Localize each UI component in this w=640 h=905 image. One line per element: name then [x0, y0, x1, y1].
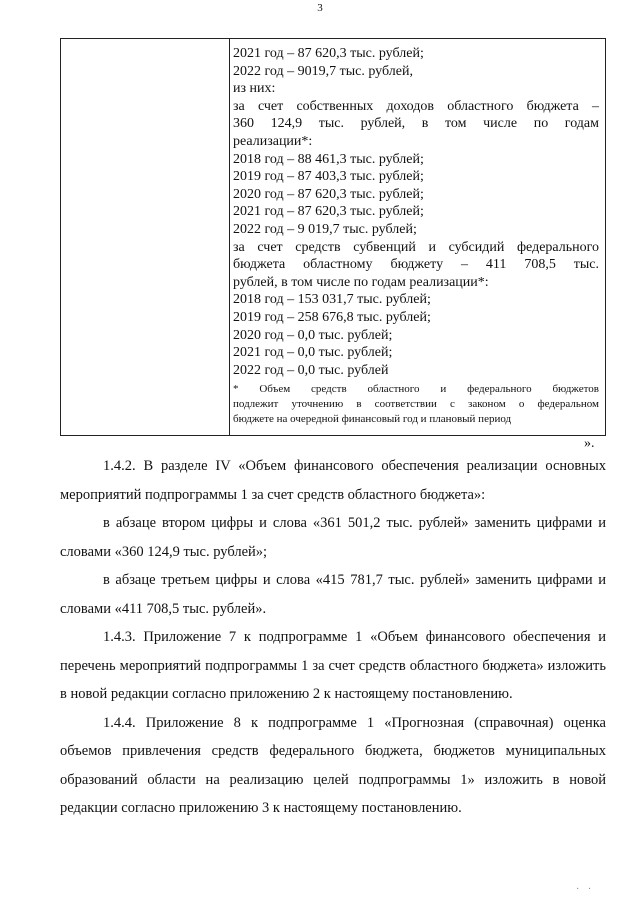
funding-line: 360 124,9 тыс. рублей, в том числе по годам: [233, 116, 599, 132]
funding-line: 2019 год – 87 403,3 тыс. рублей;: [233, 169, 424, 185]
table-footnote: [233, 382, 599, 427]
funding-line: 2021 год – 0,0 тыс. рублей;: [233, 345, 393, 361]
footnote-line: * Объем средств областного и федерального бюджетов: [233, 383, 599, 396]
funding-line: 2022 год – 9019,7 тыс. рублей,: [233, 63, 413, 79]
paragraph-replace-second: в абзаце втором цифры и слова «361 501,2 тыс. рублей» заменить цифрами и словами «360 124,9 тыс. рублей»;: [60, 515, 606, 560]
document-body: [60, 452, 606, 823]
funding-lines: [233, 45, 599, 379]
funding-line: 2021 год – 87 620,3 тыс. рублей;: [233, 46, 424, 61]
funding-line: бюджета областному бюджету – 411 708,5 тыс.: [233, 257, 599, 273]
table-column-divider: [229, 39, 230, 435]
paragraph-1-4-2: 1.4.2. В разделе IV «Объем финансового обеспечения реализации основных мероприятий подпрограммы 1 за счет средств областного бюджета»:: [60, 458, 606, 503]
funding-line: 2018 год – 153 031,7 тыс. рублей;: [233, 292, 431, 308]
funding-line: 2021 год – 87 620,3 тыс. рублей;: [233, 204, 424, 220]
scan-mark: · ·: [576, 884, 595, 895]
funding-line: 2019 год – 258 676,8 тыс. рублей;: [233, 309, 431, 325]
paragraph-1-4-3: 1.4.3. Приложение 7 к подпрограмме 1 «Объем финансового обеспечения и перечень мероприятий подпрограммы 1 за счет средств областного бюджета» изложить в новой редакции согласно приложению 2 к настоящему постановлению.: [60, 629, 606, 702]
page-number: 3: [317, 2, 323, 14]
paragraph-replace-third: в абзаце третьем цифры и слова «415 781,7 тыс. рублей» заменить цифрами и словами «411 708,5 тыс. рублей».: [60, 572, 606, 617]
table-right-cell: [233, 45, 599, 427]
financing-table: [60, 38, 606, 436]
funding-line: 2020 год – 87 620,3 тыс. рублей;: [233, 186, 424, 202]
funding-line: из них:: [233, 81, 276, 97]
funding-line: рублей, в том числе по годам реализации*:: [233, 274, 489, 290]
closing-quote: ».: [584, 436, 595, 451]
funding-line: 2020 год – 0,0 тыс. рублей;: [233, 327, 393, 343]
funding-line: 2022 год – 9 019,7 тыс. рублей;: [233, 221, 417, 237]
funding-line: за счет средств субвенций и субсидий федерального: [233, 239, 599, 255]
footnote-line: бюджете на очередной финансовый год и плановый период: [233, 413, 512, 426]
funding-line: за счет собственных доходов областного бюджета –: [233, 98, 599, 114]
funding-line: 2022 год – 0,0 тыс. рублей: [233, 362, 389, 378]
funding-line: реализации*:: [233, 133, 313, 149]
footnote-line: подлежит уточнению в соответствии с законом о федеральном: [233, 398, 599, 411]
paragraph-1-4-4: 1.4.4. Приложение 8 к подпрограмме 1 «Прогнозная (справочная) оценка объемов привлечения средств федерального бюджета, бюджетов муниципальных образований области на реализацию целей подпрограммы 1» изложить в новой редакции согласно приложению 3 к настоящему постановлению.: [60, 714, 606, 816]
funding-line: 2018 год – 88 461,3 тыс. рублей;: [233, 151, 424, 167]
